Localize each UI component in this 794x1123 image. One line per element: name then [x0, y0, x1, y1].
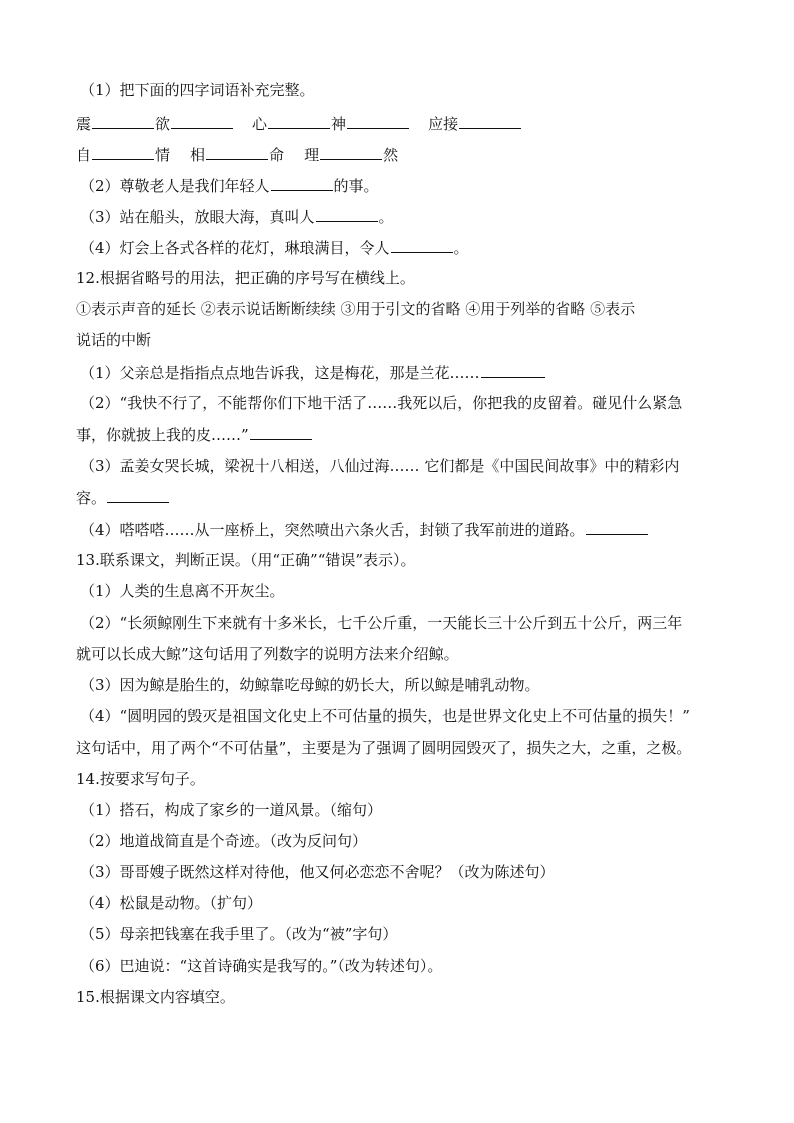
q12-options: ①表示声音的延长 ②表示说话断断续续 ③用于引文的省略 ④用于列举的省略 ⑤表示 — [76, 300, 636, 318]
char: 情 — [155, 146, 171, 164]
text: （4）灯会上各式各样的花灯，琳琅满目，令人 — [80, 239, 390, 257]
q13-item4-cont: 这句话中，用了两个“不可估量”，主要是为了强调了圆明园毁灭了，损失之大，之重，之极。 — [76, 739, 692, 757]
q12-item3: （3）孟姜女哭长城，梁祝十八相送，八仙过海…… 它们都是《中国民间故事》中的精彩内 — [80, 457, 680, 475]
q12-item4 — [80, 519, 730, 540]
answer-blank[interactable] — [250, 424, 312, 440]
text: 的事。 — [333, 177, 379, 195]
q12-item2: （2）“我快不行了，不能帮你们下地干活了……我死以后，你把我的皮留着。碰见什么紧急 — [80, 394, 683, 412]
answer-blank[interactable] — [391, 237, 453, 253]
answer-blank[interactable] — [268, 113, 330, 129]
answer-blank[interactable] — [586, 519, 648, 535]
q12-options-cont: 说话的中断 — [76, 331, 152, 349]
char: 欲 — [155, 115, 171, 133]
idiom-row-2 — [76, 144, 726, 165]
text: 容。 — [76, 489, 107, 507]
char: 震 — [76, 115, 92, 133]
answer-blank[interactable] — [459, 113, 521, 129]
text: 事，你就披上我的皮……” — [76, 426, 249, 444]
q12-item2-cont — [76, 424, 726, 445]
q13-item1: （1）人类的生息离不开灰尘。 — [80, 582, 285, 600]
q14-item3: （3）哥哥嫂子既然这样对待他，他又何必恋恋不舍呢？（改为陈述句） — [80, 863, 555, 881]
text: （2）尊敬老人是我们年轻人 — [80, 177, 270, 195]
q14-item2: （2）地道战简直是个奇迹。（改为反问句） — [80, 832, 368, 850]
q13-item3: （3）因为鲸是胎生的，幼鲸靠吃母鲸的奶长大，所以鲸是哺乳动物。 — [80, 676, 540, 694]
char: 应接 — [428, 115, 459, 133]
q14-item5: （5）母亲把钱塞在我手里了。（改为“被”字句） — [80, 925, 398, 943]
char: 心 — [252, 115, 268, 133]
q13-item2: （2）“长须鲸刚生下来就有十多米长，七千公斤重，一天能长三十公斤到五十公斤，两三年 — [80, 614, 683, 632]
q13-title: 13.联系课文，判断正误。（用“正确”“错误”表示）。 — [76, 551, 416, 569]
text: 。 — [378, 208, 394, 226]
q11-part1-prompt: （1）把下面的四字词语补充完整。 — [80, 81, 315, 99]
answer-blank[interactable] — [171, 113, 233, 129]
char: 然 — [383, 146, 399, 164]
answer-blank[interactable] — [316, 206, 378, 222]
answer-blank[interactable] — [320, 144, 382, 160]
text: （1）父亲总是指指点点地告诉我，这是梅花，那是兰花…… — [80, 364, 480, 382]
idiom-row-1 — [76, 113, 726, 134]
q12-item3-cont — [76, 487, 726, 508]
q13-item4: （4）“圆明园的毁灭是祖国文化史上不可估量的损失，也是世界文化史上不可估量的损失！” — [80, 707, 690, 725]
text: （4）嗒嗒嗒……从一座桥上，突然喷出六条火舌，封锁了我军前进的道路。 — [80, 521, 585, 539]
char: 神 — [331, 115, 347, 133]
q12-item1 — [80, 362, 730, 383]
char: 命 — [269, 146, 285, 164]
answer-blank[interactable] — [92, 113, 154, 129]
char: 相 — [190, 146, 206, 164]
q11-part3 — [80, 206, 730, 227]
q14-item6: （6）巴迪说：“这首诗确实是我写的。”（改为转述句）。 — [80, 957, 443, 975]
q14-item4: （4）松鼠是动物。（扩句） — [80, 894, 263, 912]
answer-blank[interactable] — [271, 175, 333, 191]
char: 自 — [76, 146, 92, 164]
q11-part2 — [80, 175, 730, 196]
answer-blank[interactable] — [107, 487, 169, 503]
answer-blank[interactable] — [347, 113, 409, 129]
q14-item1: （1）搭石，构成了家乡的一道风景。（缩句） — [80, 801, 383, 819]
q15-title: 15.根据课文内容填空。 — [76, 988, 235, 1006]
q12-title: 12.根据省略号的用法，把正确的序号写在横线上。 — [76, 269, 415, 287]
answer-blank[interactable] — [206, 144, 268, 160]
char: 理 — [304, 146, 320, 164]
text: 。 — [453, 239, 469, 257]
answer-blank[interactable] — [481, 362, 545, 378]
text: （3）站在船头，放眼大海，真叫人 — [80, 208, 315, 226]
q14-title: 14.按要求写句子。 — [76, 770, 205, 788]
q13-item2-cont: 就可以长成大鲸”这句话用了列数字的说明方法来介绍鲸。 — [76, 645, 459, 663]
q11-part4 — [80, 237, 730, 258]
answer-blank[interactable] — [92, 144, 154, 160]
